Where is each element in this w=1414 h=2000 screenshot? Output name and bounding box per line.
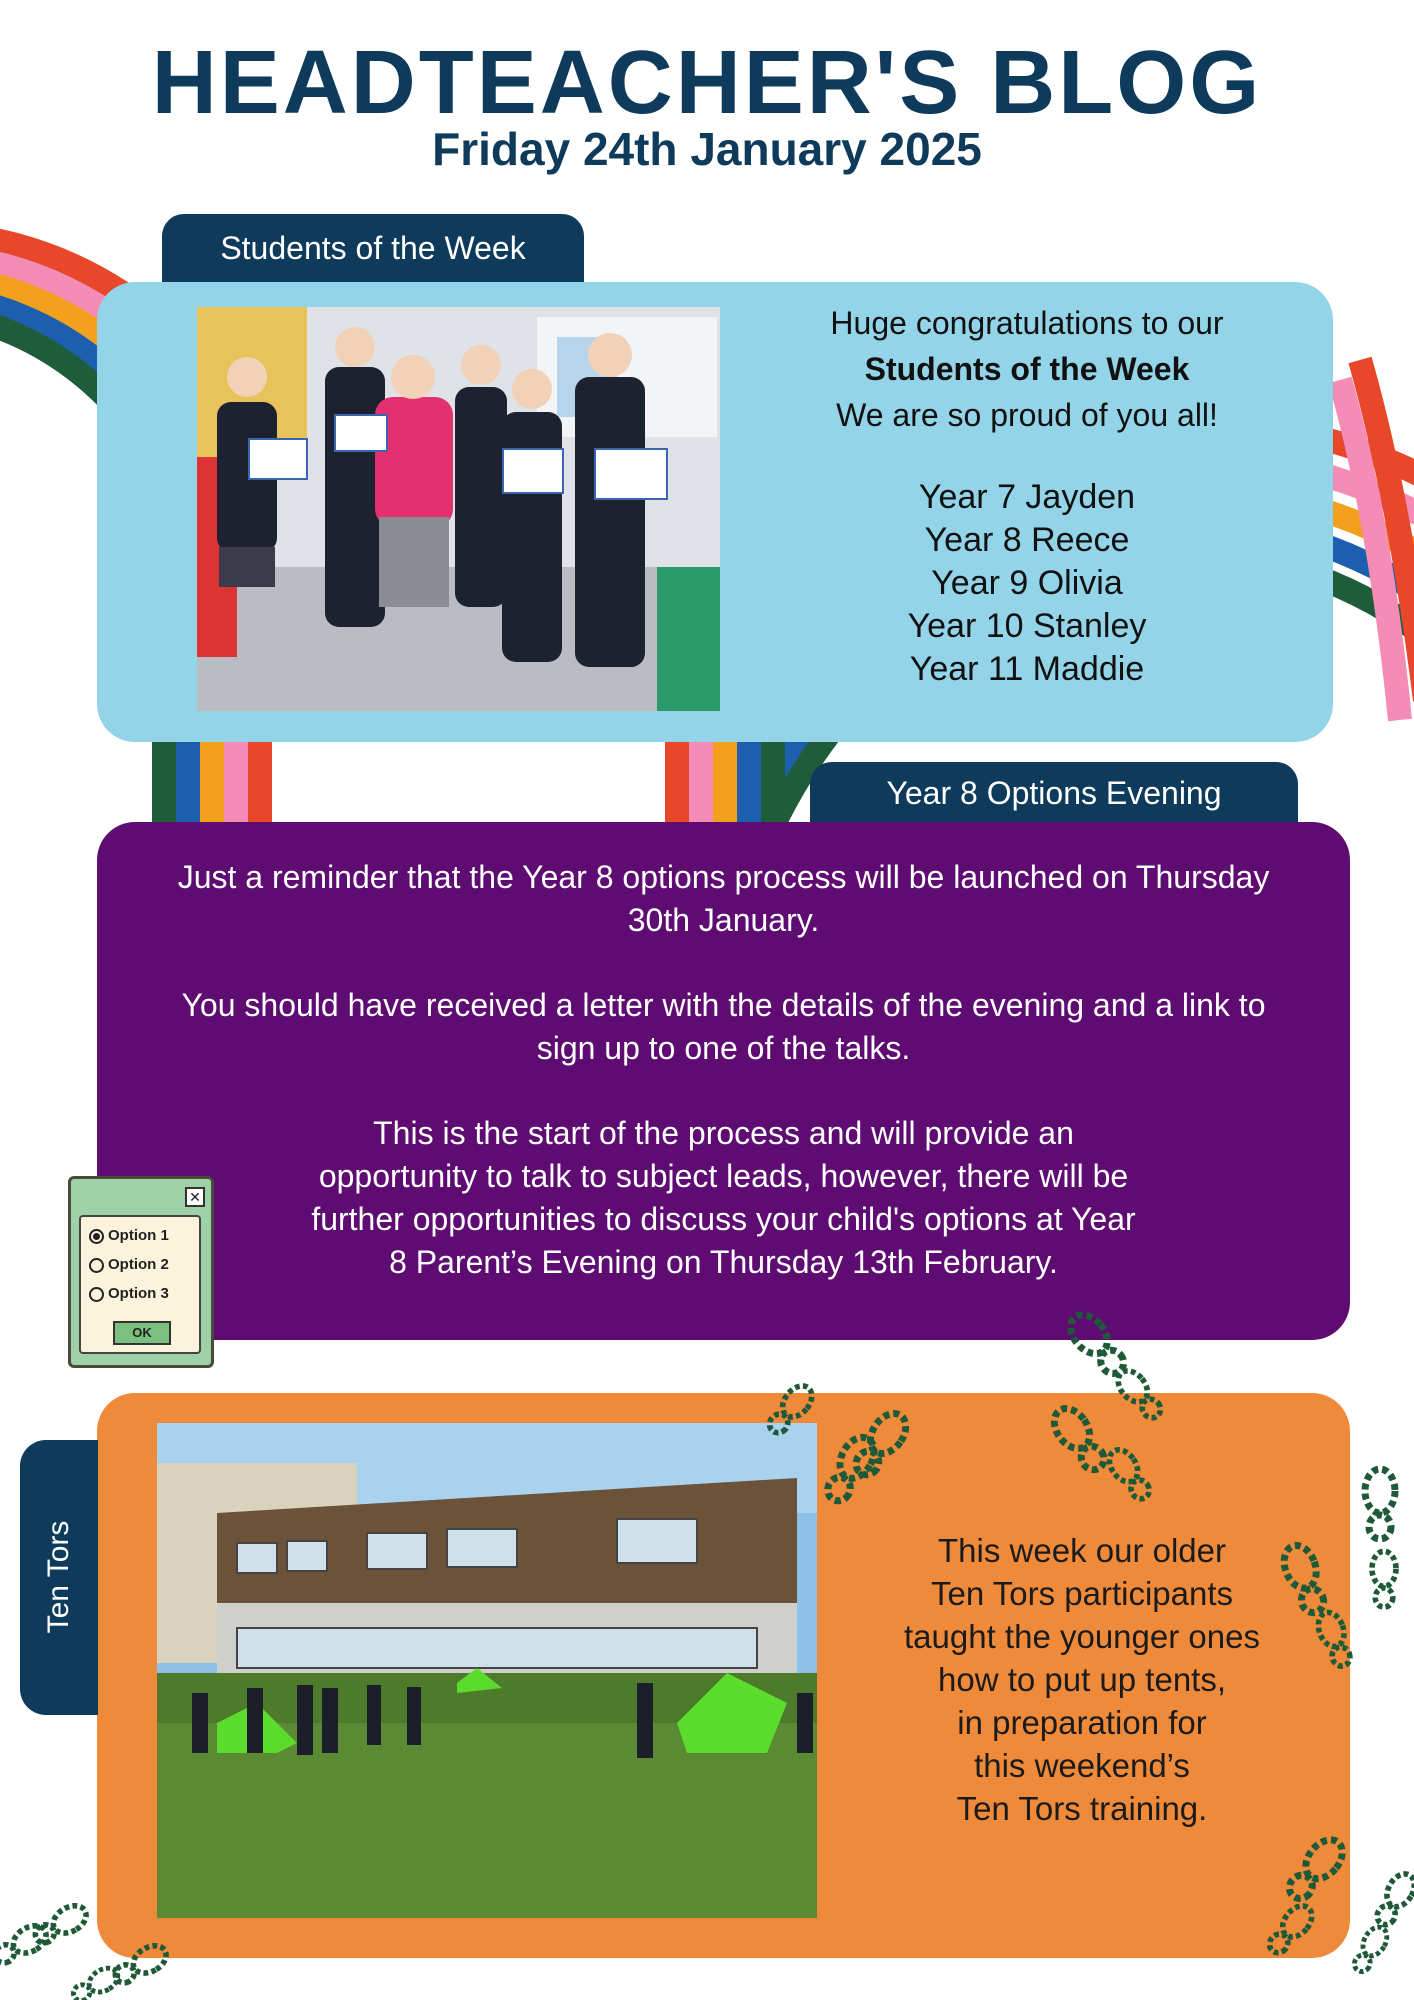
options-paragraph-launch: Just a reminder that the Year 8 options process will be launched on Thursday 30th January. [177,859,1270,938]
ten-tors-photo [157,1423,817,1918]
dialog-body [79,1215,201,1354]
ten-tors-text [842,1529,1322,1830]
ten-tors-line-6: this weekend’s [974,1747,1190,1784]
left-rainbow-stripes [152,740,272,830]
proud-line: We are so proud of you all! [836,397,1218,433]
student-year-11: Year 11 Maddie [909,650,1145,688]
options-paragraph-process: This is the start of the process and will provide an opportunity to talk to subject leads, however, there will be further opportunities to discuss your child's options at Year 8 Parent’s Evening on Thursday 13th February. [311,1115,1136,1280]
ten-tors-line-4: how to put up tents, [937,1661,1227,1698]
blog-date: Friday 24th January 2025 [432,123,982,175]
page-title: HEADTEACHER'S BLOG [151,33,1263,133]
student-year-9: Year 9 Olivia [931,564,1123,602]
ten-tors-line-1: This week our older [938,1532,1226,1569]
students-of-the-week-tab: Students of the Week [162,214,584,282]
options-evening-text [157,856,1290,1326]
dialog-ok-button: OK [113,1321,171,1345]
ten-tors-line-3: taught the younger ones [904,1618,1260,1655]
student-year-10: Year 10 Stanley [907,607,1147,645]
student-year-8: Year 8 Reece [924,521,1130,559]
options-paragraph-letter: You should have received a letter with the details of the evening and a link to sign up to one of the talks. [181,987,1266,1066]
dialog-option-1: Option 1 [89,1227,169,1244]
dialog-option-3: Option 3 [89,1285,169,1302]
radio-icon [89,1258,104,1273]
dialog-option-2: Option 2 [89,1256,169,1273]
students-of-the-week-panel [97,282,1333,742]
ten-tors-panel [97,1393,1350,1958]
radio-selected-icon [89,1229,104,1244]
options-evening-tab: Year 8 Options Evening [810,762,1298,824]
ten-tors-line-5: in preparation for [957,1704,1207,1741]
students-of-the-week-text [747,300,1307,691]
close-icon: ✕ [185,1187,205,1207]
ten-tors-tab-label: Ten Tors [42,1520,75,1634]
student-year-7: Year 7 Jayden [918,478,1136,516]
options-dialog-illustration [68,1176,214,1368]
right-rainbow-stripes [665,740,785,830]
students-group-photo [197,307,720,711]
options-evening-panel [97,822,1350,1340]
ten-tors-line-2: Ten Tors participants [930,1575,1234,1612]
ten-tors-tab [20,1440,98,1715]
radio-icon [89,1287,104,1302]
students-of-the-week-heading: Students of the Week [864,351,1190,387]
ten-tors-line-7: Ten Tors training. [956,1790,1208,1827]
congratulations-line: Huge congratulations to our [830,305,1224,341]
